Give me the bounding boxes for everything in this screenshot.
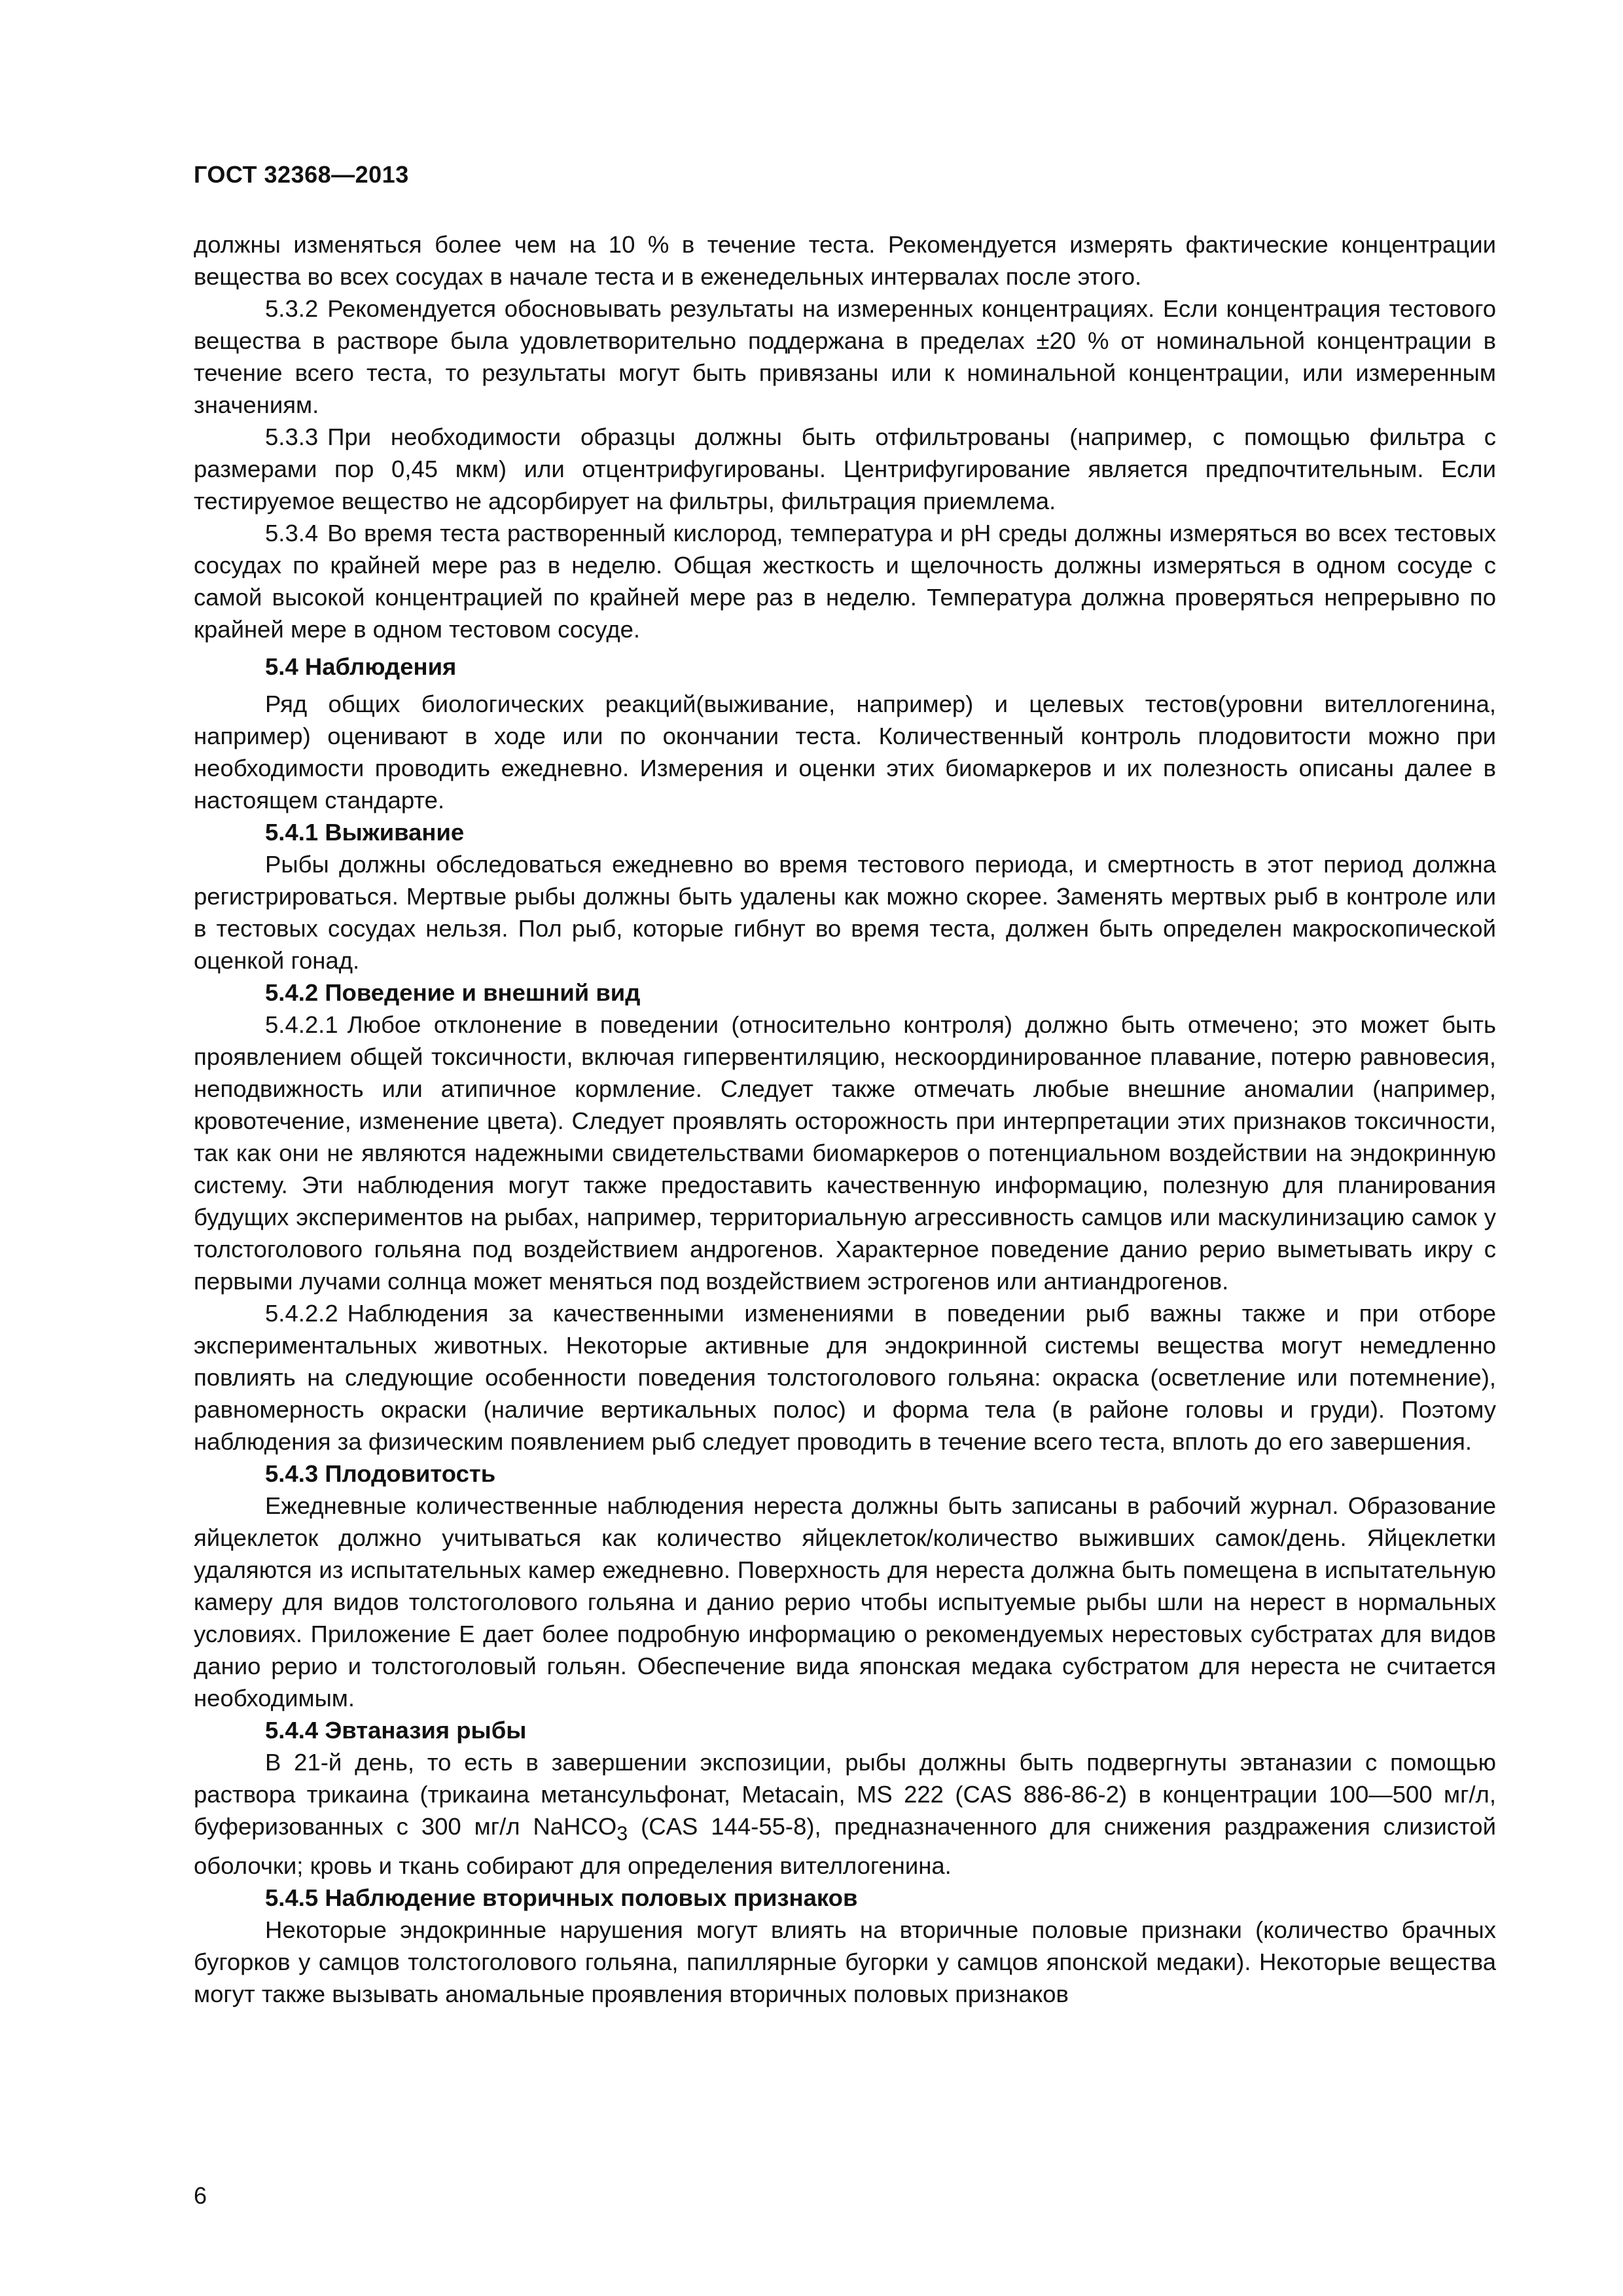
- clause-text: В 21-й день, то есть в завершении экспозиции, рыбы должны быть подвергнуты эвтаназии с помощью раствора трикаина (трикаина метансульфонат, Metacain, MS 222 (CAS 886-86-2) в концентрации 100—500 мг/л, буферизованных с 300 мг/л NaHCO: [194, 1749, 1496, 1840]
- paragraph-5-4-4: [194, 1746, 1496, 1882]
- section-heading-5-4-2: 5.4.2 Поведение и внешний вид: [265, 979, 641, 1006]
- clause-text: Во время теста растворенный кислород, температура и pH среды должны измеряться во всех тестовых сосудах по крайней мере раз в неделю. Общая жесткость и щелочность должны измеряться в одном сосуде с самой высокой концентрацией по крайней мере раз в неделю. Температура должна проверяться непрерывно по крайней мере в одном тестовом сосуде.: [194, 520, 1496, 643]
- section-heading-5-4-4: 5.4.4 Эвтаназия рыбы: [265, 1717, 527, 1744]
- paragraph-5-4-1: Рыбы должны обследоваться ежедневно во время тестового периода, и смертность в этот период должна регистрироваться. Мертвые рыбы должны быть удалены как можно скорее. Заменять мертвых рыб в контроле или в тестовых сосудах нельзя. Пол рыб, которые гибнут во время теста, должен быть определен макроскопической оценкой гонад.: [194, 851, 1496, 974]
- clause-number: 5.4.2.1: [265, 1011, 338, 1038]
- clause-text: При необходимости образцы должны быть отфильтрованы (например, с помощью фильтра с размерами пор 0,45 мкм) или отцентрифугированы. Центрифугирование является предпочтительным. Если тестируемое вещество не адсорбирует на фильтры, фильтрация приемлема.: [194, 423, 1496, 514]
- paragraph-5-3-2: [194, 293, 1496, 421]
- page-number: 6: [194, 2182, 207, 2209]
- clause-text: Рекомендуется обосновывать результаты на измеренных концентрациях. Если концентрация тестового вещества в растворе была удовлетворительно поддержана в пределах ±20 % от номинальной концентрации в течение всего теста, то результаты могут быть привязаны или к номинальной концентрации, или измеренным значениям.: [194, 295, 1496, 418]
- paragraph-continuation: должны изменяться более чем на 10 % в течение теста. Рекомендуется измерять фактические концентрации вещества во всех сосудах в начале теста и в еженедельных интервалах после этого.: [194, 231, 1496, 290]
- section-heading-5-4-1: 5.4.1 Выживание: [265, 819, 465, 846]
- clause-text: Любое отклонение в поведении (относительно контроля) должно быть отмечено; это может быть проявлением общей токсичности, включая гипервентиляцию, нескоординированное плавание, потерю равновесия, неподвижность или атипичное кормление. Следует также отмечать любые внешние аномалии (например, кровотечение, изменение цвета). Следует проявлять осторожность при интерпретации этих признаков токсичности, так как они не являются надежными свидетельствами биомаркеров о потенциальном воздействии на эндокринную систему. Эти наблюдения могут также предоставить качественную информацию, полезную для планирования будущих экспериментов на рыбах, например, территориальную агрессивность самцов или маскулинизацию самок у толстоголового гольяна под воздействием андрогенов. Характерное поведение данио рерио выметывать икру с первыми лучами солнца может меняться под воздействием эстрогенов или антиандрогенов.: [194, 1011, 1496, 1295]
- paragraph-5-4-2-1: [194, 1009, 1496, 1297]
- paragraph-5-4-3: Ежедневные количественные наблюдения нереста должны быть записаны в рабочий журнал. Образование яйцеклеток должно учитываться как количество яйцеклеток/количество выживших самок/день. Яйцеклетки удаляются из испытательных камер ежедневно. Поверхность для нереста должна быть помещена в испытательную камеру для видов толстоголового гольяна и данио рерио чтобы испытуемые рыбы шли на нерест в нормальных условиях. Приложение Е дает более подробную информацию о рекомендуемых нерестовых субстратах для видов данио рерио и толстоголовый гольян. Обеспечение вида японская медака субстратом для нереста не считается необходимым.: [194, 1492, 1496, 1712]
- clause-number: 5.3.3: [265, 423, 319, 450]
- paragraph-5-3-3: [194, 421, 1496, 517]
- document-header: ГОСТ 32368—2013: [194, 161, 409, 188]
- clause-number: 5.4.2.2: [265, 1300, 338, 1327]
- section-heading-5-4-5: 5.4.5 Наблюдение вторичных половых признаков: [265, 1884, 858, 1912]
- clause-text: Наблюдения за качественными изменениями в поведении рыб важны также и при отборе экспериментальных животных. Некоторые активные для эндокринной системы вещества могут немедленно повлиять на следующие особенности поведения толстоголового гольяна: окраска (осветление или потемнение), равномерность окраски (наличие вертикальных полос) и форма тела (в районе головы и груди). Поэтому наблюдения за физическим появлением рыб следует проводить в течение всего теста, вплоть до его завершения.: [194, 1300, 1496, 1455]
- paragraph-5-4: Ряд общих биологических реакций(выживание, например) и целевых тестов(уровни вителлогенина, например) оценивают в ходе или по окончании теста. Количественный контроль плодовитости можно при необходимости проводить ежедневно. Измерения и оценки этих биомаркеров и их полезность описаны далее в настоящем стандарте.: [194, 691, 1496, 814]
- section-heading-5-4-3: 5.4.3 Плодовитость: [265, 1460, 496, 1487]
- paragraph-5-4-2-2: [194, 1297, 1496, 1458]
- subscript-digit: 3: [616, 1822, 628, 1845]
- paragraph-5-4-5: Некоторые эндокринные нарушения могут влиять на вторичные половые признаки (количество брачных бугорков у самцов толстоголового гольяна, папиллярные бугорки у самцов японской медаки). Некоторые вещества могут также вызывать аномальные проявления вторичных половых признаков: [194, 1916, 1496, 2008]
- clause-text: (CAS 144-55-8), предназначенного для снижения раздражения слизистой оболочки; кровь и ткань собирают для определения вителлогенина.: [194, 1813, 1496, 1880]
- document-body: [194, 228, 1496, 2010]
- paragraph-5-3-4: [194, 517, 1496, 645]
- clause-number: 5.3.2: [265, 295, 319, 322]
- section-heading-5-4: 5.4 Наблюдения: [265, 653, 457, 680]
- clause-number: 5.3.4: [265, 520, 319, 547]
